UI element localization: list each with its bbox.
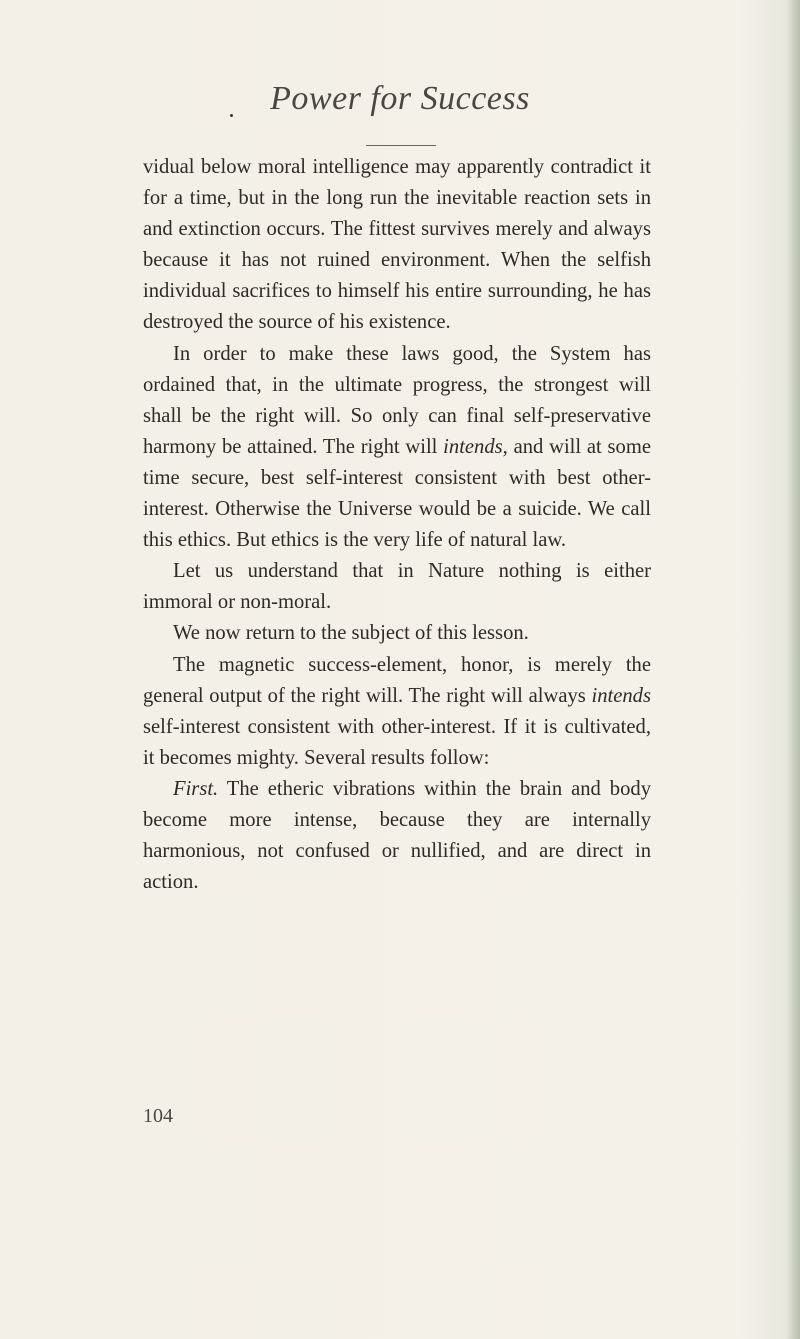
body-text — [143, 152, 651, 898]
paragraph-5-emphasis: intends — [591, 684, 651, 707]
running-title: Power for Success — [270, 80, 530, 117]
paragraph-5-text-a: The magnetic success-element, honor, is merely the general output of the right will. The right will always — [143, 653, 651, 707]
page-edge — [786, 0, 800, 1339]
page-number: 104 — [143, 1105, 173, 1127]
paragraph-2-text-b: , and will at some time secure, best self-interest consistent with best other-interest. Otherwise the Universe would be a suicide. We call this ethics. But ethics is the very life of natural law. — [143, 435, 651, 552]
paragraph-5-text-b: self-interest consistent with other-interest. If it is cultivated, it becomes mighty. Several results follow: — [143, 715, 651, 769]
paragraph-6-emphasis: First. — [173, 777, 219, 800]
header-rule — [366, 145, 436, 146]
paragraph-6-text: The etheric vibrations within the brain and body become more intense, because they are internally harmonious, not confused or nullified, and are direct in action. — [143, 777, 651, 894]
paragraph-4: We now return to the subject of this lesson. — [173, 622, 529, 645]
paragraph-5 — [143, 650, 651, 774]
bullet-mark — [230, 114, 233, 117]
paragraph-2-text-a: In order to make these laws good, the System has ordained that, in the ultimate progress, the strongest will shall be the right will. So only can final self-preservative harmony be attained. The right will — [143, 342, 651, 458]
paragraph-3: Let us understand that in Nature nothing is either immoral or non-moral. — [143, 560, 651, 614]
paragraph-6 — [143, 774, 651, 898]
paragraph-2-emphasis: intends — [443, 435, 503, 458]
paragraph-1: vidual below moral intelligence may apparently contradict it for a time, but in the long run the inevitable reaction sets in and extinction occurs. The fittest survives merely and always because it has not ruined environment. When the selfish individual sacrifices to himself his entire surrounding, he has destroyed the source of his existence. — [143, 156, 651, 334]
paragraph-2 — [143, 339, 651, 557]
